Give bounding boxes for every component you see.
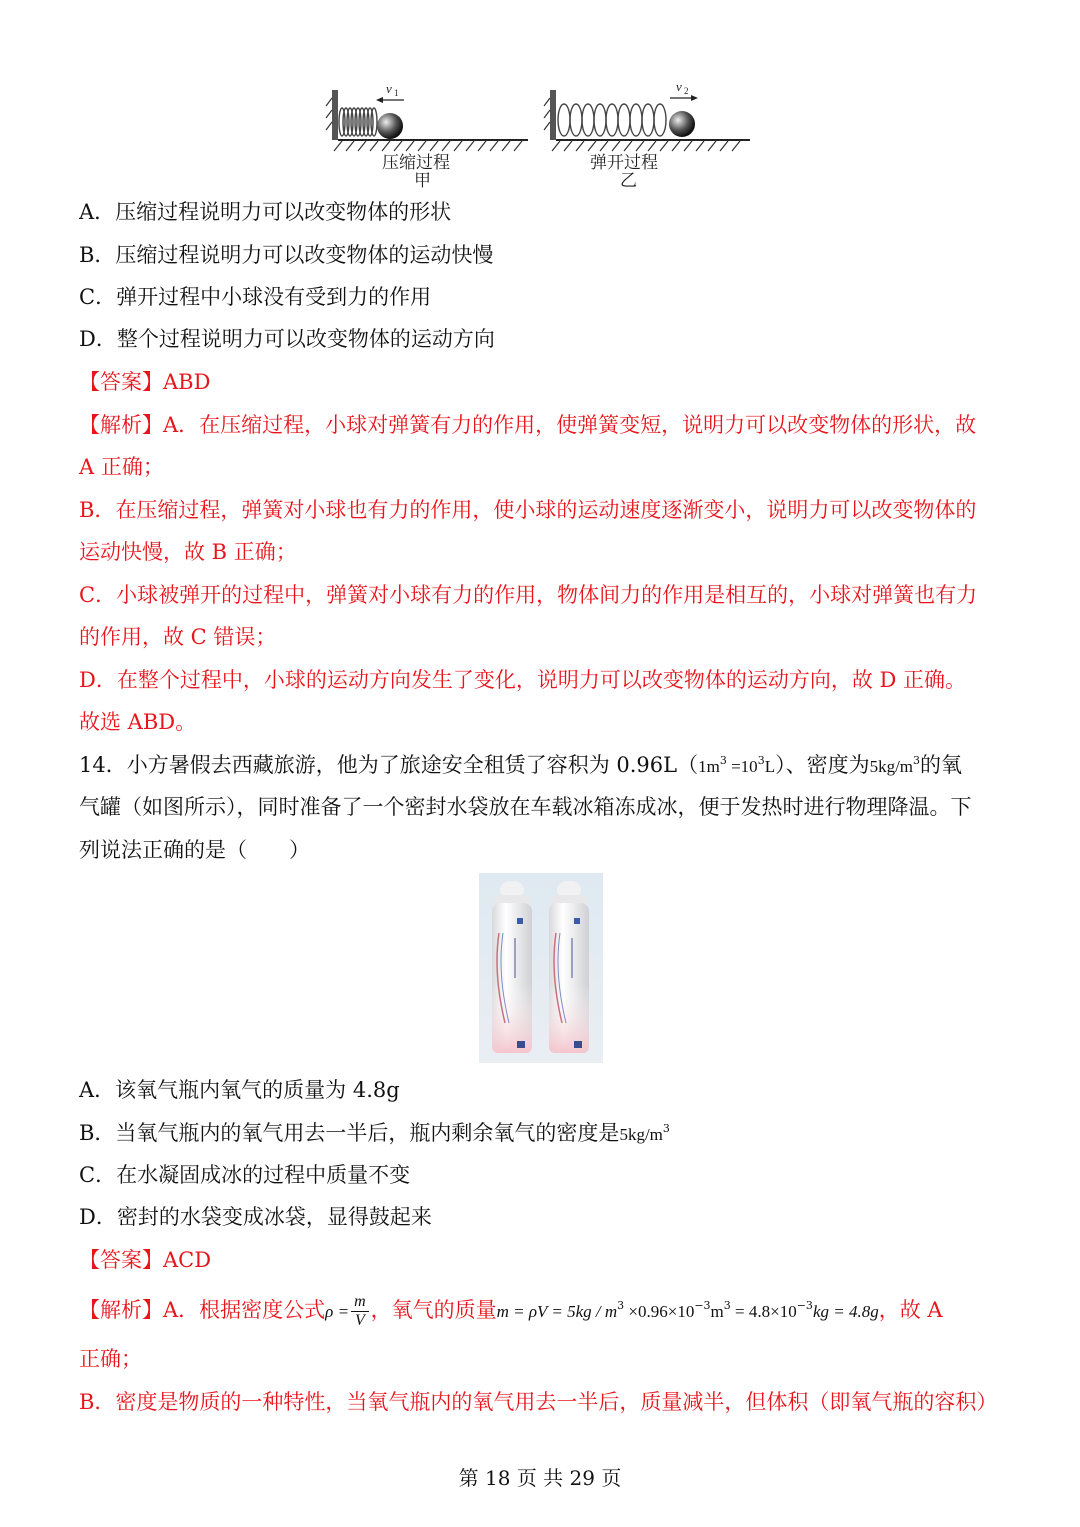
canister-left — [492, 881, 532, 1053]
q13-analysis-line-7: D．在整个过程中，小球的运动方向发生了变化，说明力可以改变物体的运动方向，故 D 正确。 — [79, 668, 967, 692]
formula-part: m — [710, 1302, 724, 1321]
q14-stem-line-1 — [79, 751, 962, 781]
q14-stem-text: ）、密度为 — [775, 753, 870, 777]
analysis-text: ，氧气的质量 — [370, 1298, 497, 1322]
q13-analysis-line-4: 运动快慢，故 B 正确； — [79, 540, 297, 564]
q13-analysis-line-2: A 正确； — [79, 455, 164, 479]
q13-option-c: C．弹开过程中小球没有受到力的作用 — [79, 285, 432, 309]
density-fraction — [351, 1293, 369, 1330]
rho-symbol: ρ = — [325, 1302, 350, 1321]
q13-option-a: A．压缩过程说明力可以改变物体的形状 — [79, 200, 452, 224]
caption-release: 弹开过程 — [590, 153, 658, 173]
q14-option-a: A．该氧气瓶内氧气的质量为 4.8g — [79, 1078, 400, 1102]
caption-jia: 甲 — [414, 171, 431, 191]
formula-part: m = ρV = 5kg / m — [496, 1302, 618, 1321]
analysis-tag: 【解析】 — [79, 413, 163, 437]
sup: 3 — [757, 754, 765, 767]
answer-tag: 【答案】 — [79, 370, 163, 394]
q14-option-b-value: 5kg/m — [619, 1125, 663, 1144]
ball-left — [377, 113, 403, 139]
caption-compress: 压缩过程 — [382, 153, 450, 173]
fraction-denominator: V — [354, 1312, 365, 1329]
sup: −3 — [694, 1299, 711, 1312]
canister-right — [549, 881, 589, 1053]
sup: −3 — [796, 1299, 813, 1312]
formula-part: ×0.96×10 — [624, 1302, 695, 1321]
q14-analysis-line-1 — [79, 1293, 943, 1330]
formula-part: = 4.8×10 — [730, 1302, 797, 1321]
q14-stem-line-2: 气罐（如图所示），同时准备了一个密封水袋放在车载冰箱冻成冰，便于发热时进行物理降温。下 — [79, 795, 972, 819]
sup: 3 — [719, 754, 727, 767]
formula-part: kg = 4.8g — [812, 1302, 879, 1321]
sup: 3 — [617, 1299, 625, 1312]
q14-unit-m3: 1m — [698, 757, 720, 776]
page-footer: 第 18 页 共 29 页 — [458, 1466, 622, 1490]
q14-option-b: B．当氧气瓶内的氧气用去一半后，瓶内剩余氧气的密度是 — [79, 1121, 620, 1145]
sup: 3 — [913, 754, 921, 767]
q14-answer-line — [79, 1246, 211, 1274]
q13-analysis-line-6: 的作用，故 C 错误； — [79, 625, 277, 649]
fraction-numerator: m — [351, 1293, 369, 1312]
q14-answer: ACD — [163, 1248, 212, 1272]
analysis-tag: 【解析】 — [79, 1298, 163, 1322]
q13-option-b: B．压缩过程说明力可以改变物体的运动快慢 — [79, 243, 494, 267]
caption-yi: 乙 — [620, 171, 637, 191]
q13-option-d: D．整个过程说明力可以改变物体的运动方向 — [79, 327, 495, 351]
compress-setup — [326, 81, 528, 151]
analysis-text: A．根据密度公式 — [163, 1298, 326, 1322]
ball-right — [669, 111, 695, 137]
q14-analysis-line-2: 正确； — [79, 1347, 142, 1371]
v1-sub: 1 — [394, 88, 399, 98]
q13-analysis-line-5: C．小球被弹开的过程中，弹簧对小球有力的作用，物体间力的作用是相互的，小球对弹簧也有力 — [79, 583, 978, 607]
q13-analysis-line-8: 故选 ABD。 — [79, 710, 197, 734]
q14-option-b-line — [79, 1119, 670, 1149]
q13-answer: ABD — [163, 370, 211, 394]
q14-stem-line-3: 列说法正确的是（ ） — [79, 838, 310, 862]
q14-unit-l: L — [764, 757, 776, 776]
release-setup — [544, 79, 750, 151]
q14-option-d: D．密封的水袋变成冰袋，显得鼓起来 — [79, 1205, 432, 1229]
q13-answer-line — [79, 368, 210, 396]
q14-stem-text: 14．小方暑假去西藏旅游，他为了旅途安全租赁了容积为 0.96L（ — [79, 753, 699, 777]
q14-unit-eq: =10 — [726, 757, 758, 776]
sup: 3 — [723, 1299, 731, 1312]
oxygen-canister-image — [479, 873, 603, 1063]
q14-option-c: C．在水凝固成冰的过程中质量不变 — [79, 1163, 411, 1187]
analysis-text: A．在压缩过程，小球对弹簧有力的作用，使弹簧变短，说明力可以改变物体的形状，故 — [163, 413, 977, 437]
mass-formula — [497, 1298, 879, 1322]
sup: 3 — [662, 1122, 670, 1135]
q14-density: 5kg/m — [869, 757, 914, 776]
v2-sub: 2 — [684, 86, 689, 96]
analysis-text: ，故 A — [878, 1298, 943, 1322]
answer-tag: 【答案】 — [79, 1248, 163, 1272]
spring-diagram — [320, 78, 760, 190]
v1-label: v — [386, 81, 392, 96]
q13-analysis-line-3: B．在压缩过程，弹簧对小球也有力的作用，使小球的运动速度逐渐变小，说明力可以改变物体的 — [79, 498, 977, 522]
q14-stem-text: 的氧 — [920, 753, 963, 777]
q14-analysis-line-3: B．密度是物质的一种特性，当氧气瓶内的氧气用去一半后，质量减半，但体积（即氧气瓶的容积） — [79, 1390, 998, 1414]
q13-analysis-line-1 — [79, 411, 976, 439]
v2-label: v — [676, 79, 682, 94]
